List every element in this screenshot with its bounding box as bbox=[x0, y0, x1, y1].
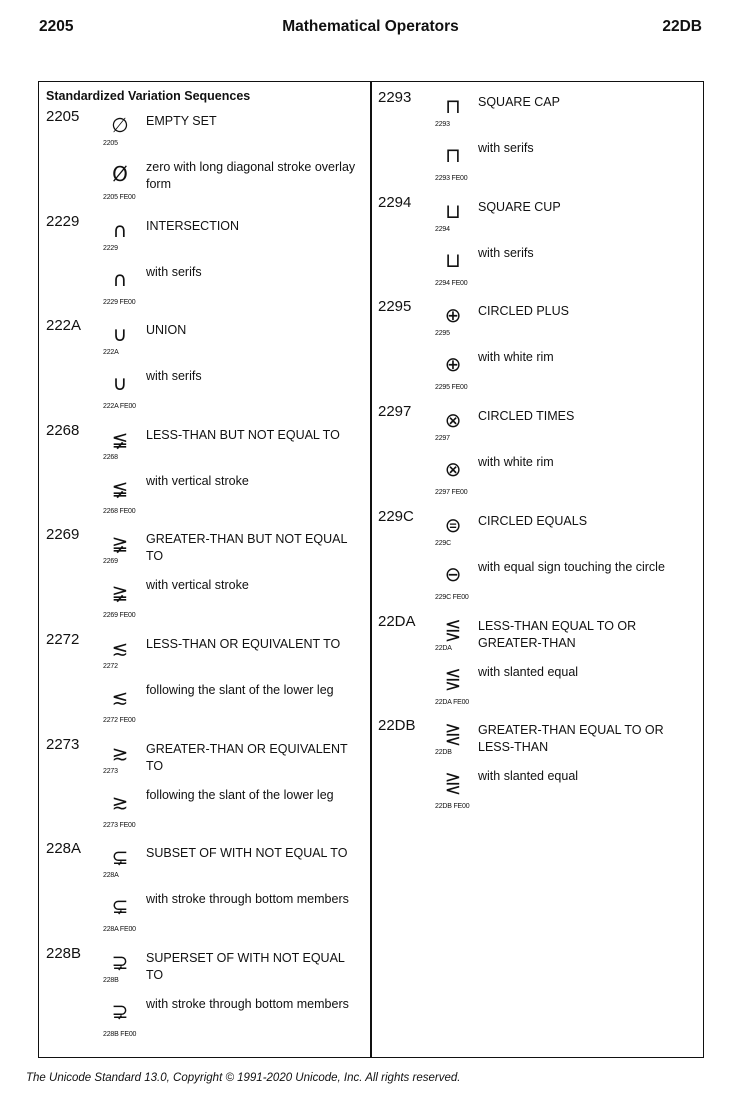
variant-description: with white rim bbox=[478, 350, 554, 365]
glyph-icon: ∪ bbox=[112, 322, 128, 347]
entry-code: 222A bbox=[46, 317, 82, 335]
variant-glyph-icon: ⋚ bbox=[444, 666, 462, 691]
variant-code-label: 2273 FE00 bbox=[103, 821, 136, 829]
entry-name: SUPERSET OF WITH NOT EQUAL TO bbox=[146, 950, 345, 982]
page-header-right-code: 22DB bbox=[662, 18, 702, 35]
glyph-icon: ⊜ bbox=[444, 512, 462, 537]
glyph-icon: ⊓ bbox=[445, 94, 461, 118]
glyph-icon: ⊗ bbox=[444, 408, 462, 433]
entry-code: 228B bbox=[46, 944, 82, 962]
variant-description: with stroke through bottom members bbox=[146, 996, 349, 1011]
glyph-code-label: 222A bbox=[103, 349, 119, 357]
variant-description: with slanted equal bbox=[478, 769, 579, 784]
entry-name: SUBSET OF WITH NOT EQUAL TO bbox=[146, 846, 348, 861]
glyph-code-label: 229C bbox=[435, 539, 451, 547]
variant-glyph-icon: ∪ bbox=[112, 371, 128, 396]
glyph-icon: ≨ bbox=[111, 426, 129, 451]
entry-code: 2268 bbox=[46, 421, 80, 439]
glyph-icon: ⊕ bbox=[444, 303, 462, 328]
variant-description: with serifs bbox=[478, 245, 534, 260]
variant-glyph-icon: ⊋ bbox=[111, 998, 129, 1023]
variant-code-label: 228A FE00 bbox=[103, 926, 136, 934]
glyph-icon: ∅ bbox=[111, 113, 129, 137]
entry-code: 2297 bbox=[378, 403, 412, 421]
variant-glyph-icon: ≩ bbox=[111, 580, 129, 605]
variant-code-label: 228B FE00 bbox=[103, 1030, 137, 1038]
entry-name: SQUARE CAP bbox=[478, 95, 560, 109]
variant-code-label: 229C FE00 bbox=[435, 593, 469, 601]
entry-name: CIRCLED PLUS bbox=[478, 304, 569, 319]
variant-code-label: 22DA FE00 bbox=[435, 698, 469, 706]
glyph-code-label: 2293 bbox=[435, 121, 450, 128]
entry-name: SQUARE CUP bbox=[478, 199, 561, 214]
variant-glyph-icon: Ø bbox=[112, 162, 128, 186]
glyph-icon: ≳ bbox=[111, 740, 129, 765]
glyph-code-label: 22DA bbox=[435, 644, 452, 652]
page-header-title: Mathematical Operators bbox=[282, 18, 459, 35]
variant-glyph-icon: ⊕ bbox=[444, 352, 462, 377]
entry-code: 2293 bbox=[378, 89, 412, 106]
glyph-code-label: 2229 bbox=[103, 244, 118, 252]
glyph-code-label: 2269 bbox=[103, 558, 118, 566]
glyph-code-label: 228B bbox=[103, 976, 119, 984]
variant-glyph-icon: ⊖ bbox=[444, 561, 462, 586]
variant-glyph-icon: ⊓ bbox=[445, 143, 461, 167]
variant-description: with serifs bbox=[146, 264, 202, 279]
variant-glyph-icon: ∩ bbox=[112, 266, 128, 291]
glyph-code-label: 2294 bbox=[435, 225, 450, 233]
entry-code: 2229 bbox=[46, 212, 80, 230]
variant-glyph-icon: ⊊ bbox=[111, 894, 129, 919]
variant-code-label: 2229 FE00 bbox=[103, 298, 136, 306]
glyph-icon: ⋛ bbox=[444, 722, 462, 747]
glyph-icon: ≲ bbox=[111, 636, 129, 660]
variant-code-label: 2272 FE00 bbox=[103, 717, 136, 724]
variant-description: with equal sign touching the circle bbox=[478, 559, 665, 574]
variant-code-label: 2297 FE00 bbox=[435, 489, 468, 497]
variant-code-label: 22DB FE00 bbox=[435, 803, 470, 811]
entry-name: UNION bbox=[146, 323, 187, 338]
entry-code: 2294 bbox=[378, 193, 412, 211]
glyph-code-label: 2273 bbox=[103, 767, 118, 775]
entry-name: GREATER-THAN EQUAL TO OR LESS-THAN bbox=[478, 723, 664, 755]
glyph-code-label: 2205 bbox=[103, 140, 118, 147]
variant-code-label: 2269 FE00 bbox=[103, 612, 136, 620]
variant-glyph-icon: ⊗ bbox=[444, 457, 462, 482]
variant-glyph-icon: ⋛ bbox=[444, 771, 462, 796]
variant-glyph-icon: ≨ bbox=[111, 475, 129, 500]
variant-description: with vertical stroke bbox=[146, 473, 249, 488]
glyph-icon: ⊔ bbox=[445, 198, 461, 223]
entry-name: GREATER-THAN BUT NOT EQUAL TO bbox=[146, 532, 347, 564]
variant-description: with white rim bbox=[478, 455, 554, 470]
entry-code: 2295 bbox=[378, 298, 412, 316]
entry-code: 228A bbox=[46, 840, 82, 858]
glyph-code-label: 2268 bbox=[103, 453, 118, 461]
variant-description: with vertical stroke bbox=[146, 578, 249, 593]
page-header-left-code: 2205 bbox=[39, 18, 74, 35]
variant-code-label: 2268 FE00 bbox=[103, 507, 136, 515]
entry-code: 22DA bbox=[378, 612, 416, 630]
section-title: Standardized Variation Sequences bbox=[46, 89, 251, 103]
entry-name: GREATER-THAN OR EQUIVALENT TO bbox=[146, 741, 348, 773]
variant-glyph-icon: ≲ bbox=[111, 685, 129, 709]
entry-name: EMPTY SET bbox=[146, 114, 217, 128]
variant-code-label: 222A FE00 bbox=[103, 403, 136, 411]
variant-description: following the slant of the lower leg bbox=[146, 683, 334, 697]
glyph-icon: ⋚ bbox=[444, 617, 462, 642]
glyph-code-label: 2272 bbox=[103, 663, 118, 670]
glyph-code-label: 2295 bbox=[435, 330, 450, 338]
glyph-icon: ≩ bbox=[111, 531, 129, 556]
entry-name: INTERSECTION bbox=[146, 218, 240, 233]
column-divider bbox=[370, 81, 372, 1058]
variant-description: zero with long diagonal stroke overlay form bbox=[146, 160, 356, 191]
variant-code-label: 2294 FE00 bbox=[435, 279, 468, 287]
glyph-icon: ∩ bbox=[112, 217, 128, 242]
variant-code-label: 2293 FE00 bbox=[435, 175, 468, 182]
glyph-code-label: 22DB bbox=[435, 749, 452, 757]
glyph-code-label: 2297 bbox=[435, 435, 450, 443]
variant-code-label: 2205 FE00 bbox=[103, 194, 136, 201]
glyph-icon: ⊊ bbox=[111, 845, 129, 870]
variant-description: with serifs bbox=[478, 141, 534, 155]
entry-code: 22DB bbox=[378, 717, 416, 735]
entry-code: 2205 bbox=[46, 108, 80, 125]
variant-glyph-icon: ⊔ bbox=[445, 247, 461, 272]
entry-name: CIRCLED EQUALS bbox=[478, 513, 588, 528]
variant-description: with serifs bbox=[146, 369, 202, 384]
entry-name: LESS-THAN EQUAL TO OR GREATER-THAN bbox=[478, 618, 637, 650]
entry-code: 2269 bbox=[46, 526, 80, 544]
entry-code: 229C bbox=[378, 507, 414, 525]
entry-code: 2272 bbox=[46, 631, 80, 648]
variant-description: with stroke through bottom members bbox=[146, 892, 349, 907]
footer-copyright: The Unicode Standard 13.0, Copyright © 1991-2020 Unicode, Inc. All rights reserved. bbox=[26, 1072, 461, 1084]
variant-description: with slanted equal bbox=[478, 664, 579, 679]
entry-name: LESS-THAN OR EQUIVALENT TO bbox=[146, 637, 341, 651]
glyph-code-label: 228A bbox=[103, 872, 119, 880]
variant-description: following the slant of the lower leg bbox=[146, 787, 334, 802]
glyph-icon: ⊋ bbox=[111, 949, 129, 974]
entry-code: 2273 bbox=[46, 735, 80, 753]
variant-glyph-icon: ≳ bbox=[111, 789, 129, 814]
entry-name: CIRCLED TIMES bbox=[478, 409, 575, 424]
variant-code-label: 2295 FE00 bbox=[435, 384, 468, 392]
entry-name: LESS-THAN BUT NOT EQUAL TO bbox=[146, 427, 340, 442]
